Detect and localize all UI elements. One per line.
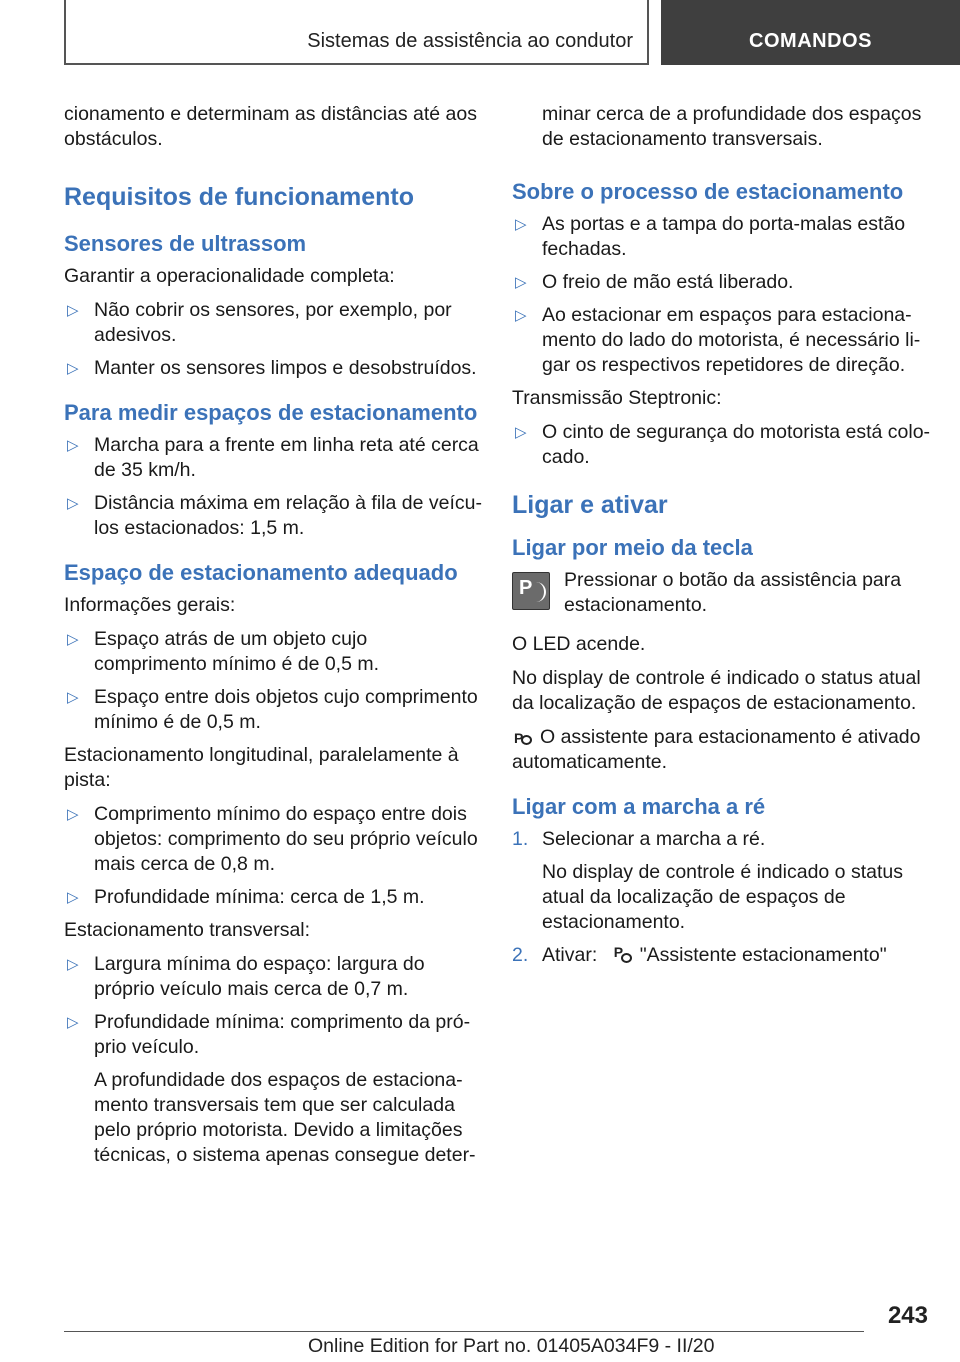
paragraph-display: No display de controle é indicado o status atual da localização de espaços de estacionamento.: [512, 667, 921, 714]
button-instruction-text: Pressionar o botão da assistência para estacionamento.: [564, 569, 902, 616]
heading-ligar: Ligar e ativar: [512, 491, 668, 519]
list-item: ▷ Largura mínima do espaço: largura do próprio veículo mais cerca de 0,7 m.: [67, 953, 425, 1000]
park-assist-steering-icon: P: [612, 944, 634, 964]
bullet-triangle-icon: ▷: [67, 1014, 79, 1031]
footer-edition: Online Edition for Part no. 01405A034F9 - II/20: [308, 1335, 715, 1357]
paragraph-transversal: Estacionamento transversal:: [64, 919, 311, 941]
list-item: ▷ As portas e a tampa do porta-malas estão fechadas.: [515, 213, 906, 260]
list-item: ▷ Marcha para a frente em linha reta até cerca de 35 km/h.: [67, 434, 479, 481]
list-medir: [64, 433, 484, 541]
page-number: 243: [887, 1302, 928, 1329]
paragraph-auto: P O assistente para estacionamento é ativado automaticamente.: [512, 726, 921, 773]
header-section-title: Sistemas de assistência ao condutor: [307, 30, 633, 52]
heading-processo: Sobre o processo de estacionamento: [512, 179, 904, 204]
list-item: ▷ Profundidade mínima: comprimento da próprio veículo. A profundidade dos espaços de estacionamento transversais tem que ser calculada pelo próprio motorista. Devido a limitações técnicas, o sistema apenas consegue deter-: [64, 1010, 484, 1168]
list-item: 2. Ativar: P "Assistente estacionamento": [512, 944, 887, 966]
list-item: ▷ Espaço atrás de um objeto cujo comprimento mínimo é de 0,5 m.: [67, 628, 380, 675]
list-item: ▷ O cinto de segurança do motorista está colocado.: [515, 421, 931, 468]
bullet-triangle-icon: ▷: [67, 302, 79, 319]
list-item: ▷ Manter os sensores limpos e desobstruídos.: [67, 357, 477, 379]
bullet-triangle-icon: ▷: [67, 360, 79, 377]
paragraph-steptronic: Transmissão Steptronic:: [512, 387, 722, 409]
list-steptronic: [512, 420, 932, 470]
list-steps: [512, 827, 932, 968]
list-item: ▷ Espaço entre dois objetos cujo comprimento mínimo é de 0,5 m.: [67, 686, 478, 733]
list-item: ▷ Ao estacionar em espaços para estacionamento do lado do motorista, é necessário ligar os respectivos repetidores de direção.: [515, 304, 921, 376]
header-section-box: [64, 0, 649, 65]
bullet-triangle-icon: ▷: [67, 437, 79, 454]
list-item: ▷ Comprimento mínimo do espaço entre dois objetos: comprimento do seu próprio veículo mais cerca de 0,8 m.: [67, 803, 478, 875]
list-item: ▷ Profundidade mínima: cerca de 1,5 m.: [67, 886, 425, 908]
button-instruction: [512, 568, 932, 622]
park-assist-steering-icon: P: [512, 726, 534, 746]
bullet-triangle-icon: ▷: [67, 495, 79, 512]
footer-divider: [64, 1331, 864, 1332]
list-sensores: [64, 298, 484, 381]
list-item: ▷ Não cobrir os sensores, por exemplo, por adesivos.: [67, 299, 452, 346]
paragraph-sensores: Garantir a operacionalidade completa:: [64, 265, 395, 287]
heading-medir: Para medir espaços de estacionamento: [64, 400, 478, 425]
list-transversal: [64, 952, 484, 1168]
header-chapter-tab: [661, 0, 960, 65]
list-info: [64, 627, 484, 735]
list-item: ▷ Distância máxima em relação à fila de veículos estacionados: 1,5 m.: [67, 492, 482, 539]
bullet-triangle-icon: ▷: [515, 216, 527, 233]
transversal-note: A profundidade dos espaços de estacionamento transversais tem que ser calculada pelo próprio motorista. Devido a limitações técnicas, o sistema apenas consegue deter-: [94, 1069, 476, 1166]
bullet-triangle-icon: ▷: [67, 956, 79, 973]
bullet-triangle-icon: ▷: [515, 424, 527, 441]
heading-sensores: Sensores de ultrassom: [64, 231, 307, 256]
paragraph-info: Informações gerais:: [64, 594, 236, 616]
paragraph-led: O LED acende.: [512, 633, 646, 655]
bullet-triangle-icon: ▷: [67, 806, 79, 823]
list-item: ▷ O freio de mão está liberado.: [515, 271, 794, 293]
step-note: No display de controle é indicado o status atual da localização de espaços de estacionamento.: [542, 861, 903, 933]
continued-paragraph: minar cerca de a profundidade dos espaços de estacionamento transversais.: [542, 103, 922, 150]
list-processo: [512, 212, 932, 378]
left-column: [64, 102, 484, 1176]
bullet-triangle-icon: ▷: [67, 631, 79, 648]
heading-marcha: Ligar com a marcha a ré: [512, 794, 766, 819]
bullet-triangle-icon: ▷: [67, 689, 79, 706]
right-column: [512, 102, 932, 976]
heading-tecla: Ligar por meio da tecla: [512, 535, 753, 560]
bullet-triangle-icon: ▷: [67, 889, 79, 906]
bullet-triangle-icon: ▷: [515, 307, 527, 324]
list-longitudinal: [64, 802, 484, 910]
heading-requisitos: Requisitos de funcionamento: [64, 183, 415, 211]
intro-paragraph: cionamento e determinam as distâncias até aos obstáculos.: [64, 103, 477, 150]
bullet-triangle-icon: ▷: [515, 274, 527, 291]
paragraph-longitudinal: Estacionamento longitudinal, paralelamente à pista:: [64, 744, 459, 791]
header-chapter-title: COMANDOS: [749, 30, 872, 52]
list-item: 1. Selecionar a marcha a ré. No display de controle é indicado o status atual da localização de espaços de estacionamento.: [512, 827, 932, 935]
heading-espaco: Espaço de estacionamento adequado: [64, 560, 458, 585]
park-assist-button-icon: P: [512, 572, 550, 610]
